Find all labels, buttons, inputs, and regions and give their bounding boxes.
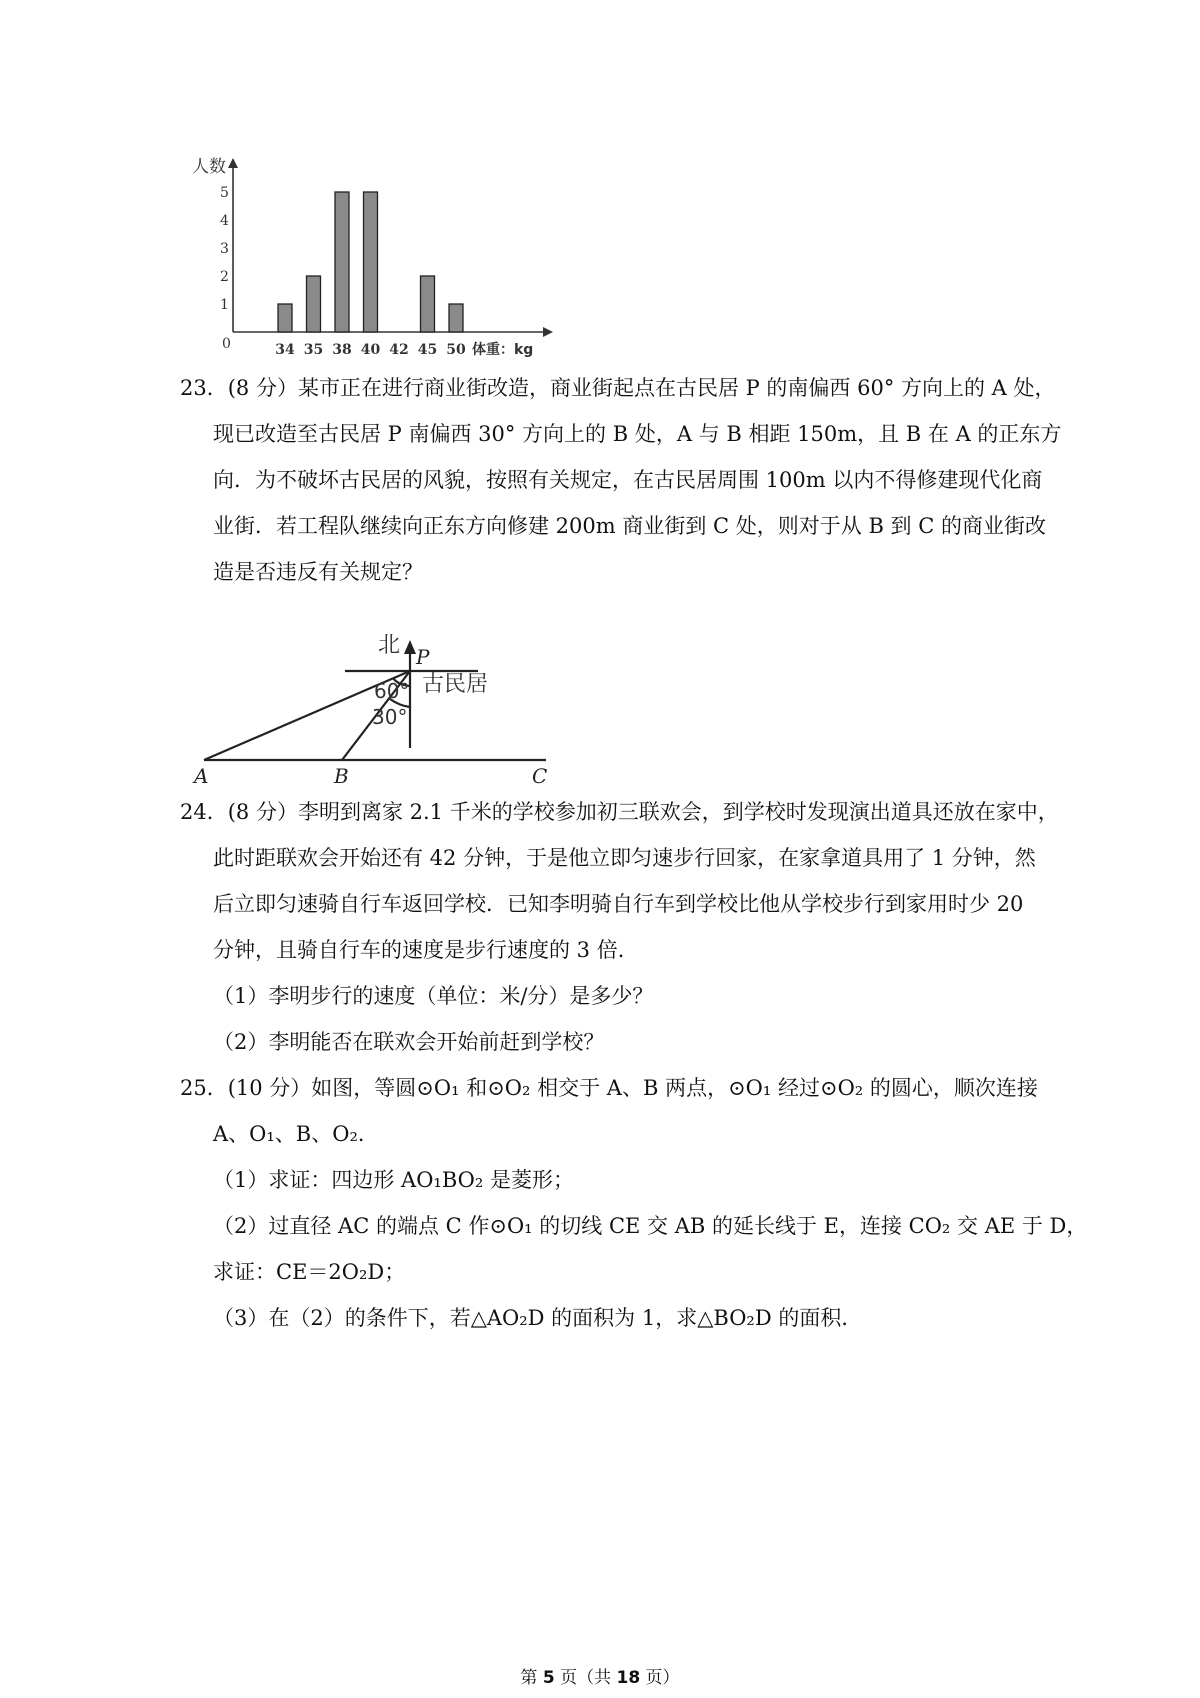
p23-line-5: 造是否违反有关规定？ (213, 560, 423, 584)
y-axis-label: 人数 (192, 157, 226, 177)
x-tick-label: 50 (446, 342, 466, 358)
p24-q2: （2）李明能否在联欢会开始前赶到学校？ (213, 1030, 605, 1054)
problem-24 (180, 800, 1059, 1076)
p24-line-3: 后立即匀速骑自行车返回学校．已知李明骑自行车到学校比他从学校步行到家用时少 20 (213, 892, 1024, 916)
bar (335, 192, 349, 332)
p25-line-2: A、O₁、B、O₂． (213, 1122, 379, 1146)
x-axis-arrow (543, 327, 553, 337)
p25-q2: （2）过直径 AC 的端点 C 作⊙O₁ 的切线 CE 交 AB 的延长线于 E，连接 CO₂ 交 AE 于 D， (213, 1214, 1088, 1238)
footer-mid: 页（共 (554, 1668, 617, 1688)
x-tick-label: 38 (332, 342, 352, 358)
p24-q1: （1）李明步行的速度（单位：米/分）是多少？ (213, 984, 654, 1008)
label-c: C (532, 764, 548, 788)
y-tick-label: 2 (220, 269, 229, 285)
label-b: B (334, 764, 349, 788)
bar (278, 304, 292, 332)
x-tick-label: 40 (360, 342, 381, 358)
bar (449, 304, 463, 332)
x-tick-label: 45 (417, 342, 438, 358)
bar (307, 276, 321, 332)
p25-q3: （3）在（2）的条件下，若△AO₂D 的面积为 1，求△BO₂D 的面积． (213, 1306, 863, 1330)
p23-line-2: 现已改造至古民居 P 南偏西 30° 方向上的 B 处，A 与 B 相距 150m，且 B 在 A 的正东方 (213, 422, 1062, 446)
weight-histogram (192, 150, 610, 400)
p23-line-4: 业街．若工程队继续向正东方向修建 200m 商业街到 C 处，则对于从 B 到 C 的商业街改 (213, 514, 1046, 538)
x-tick-label: 34 (275, 342, 295, 358)
label-north: 北 (378, 633, 401, 658)
y-axis-arrow (228, 158, 238, 168)
problem-23 (180, 376, 1062, 606)
page-footer (0, 1663, 1200, 1688)
label-house: 古民居 (422, 672, 489, 697)
p24-line-1: 24．(8 分）李明到离家 2.1 千米的学校参加初三联欢会，到学校时发现演出道具还放在家中， (180, 800, 1059, 824)
bar (421, 276, 435, 332)
footer-suffix: 页） (640, 1668, 680, 1688)
p25-q2-cont: 求证：CE＝2O₂D； (213, 1260, 406, 1284)
problem-25 (180, 1076, 1088, 1352)
p23-line-1: 23．(8 分）某市正在进行商业街改造，商业街起点在古民居 P 的南偏西 60° 方向上的 A 处， (180, 376, 1056, 400)
y-tick-label: 1 (220, 297, 229, 313)
p23-line-3: 向．为不破坏古民居的风貌，按照有关规定，在古民居周围 100m 以内不得修建现代化商 (213, 468, 1043, 492)
label-angle-60: 60° (374, 679, 410, 703)
x-tick-label: 35 (303, 342, 324, 358)
bar (364, 192, 378, 332)
p25-line-1: 25．(10 分）如图，等圆⊙O₁ 和⊙O₂ 相交于 A、B 两点，⊙O₁ 经过⊙O₂ 的圆心，顺次连接 (180, 1076, 1038, 1100)
label-angle-30: 30° (372, 705, 408, 729)
y-tick-label: 4 (220, 213, 229, 229)
label-p: P (416, 645, 430, 669)
p24-line-4: 分钟，且骑自行车的速度是步行速度的 3 倍． (213, 938, 639, 962)
north-arrow-head (404, 640, 416, 654)
y-tick-label: 3 (220, 241, 229, 257)
label-a: A (194, 764, 209, 788)
footer-total-pages: 18 (616, 1668, 641, 1688)
p24-line-2: 此时距联欢会开始还有 42 分钟，于是他立即匀速步行回家，在家拿道具用了 1 分钟，然 (213, 846, 1036, 870)
p25-q1: （1）求证：四边形 AO₁BO₂ 是菱形； (213, 1168, 574, 1192)
footer-prefix: 第 (520, 1668, 543, 1688)
footer-page-number: 5 (542, 1668, 555, 1688)
origin-label: 0 (222, 336, 231, 352)
y-tick-label: 5 (220, 185, 229, 201)
x-tick-label: 42 (389, 342, 409, 358)
x-axis-label: 体重：kg (472, 342, 534, 358)
